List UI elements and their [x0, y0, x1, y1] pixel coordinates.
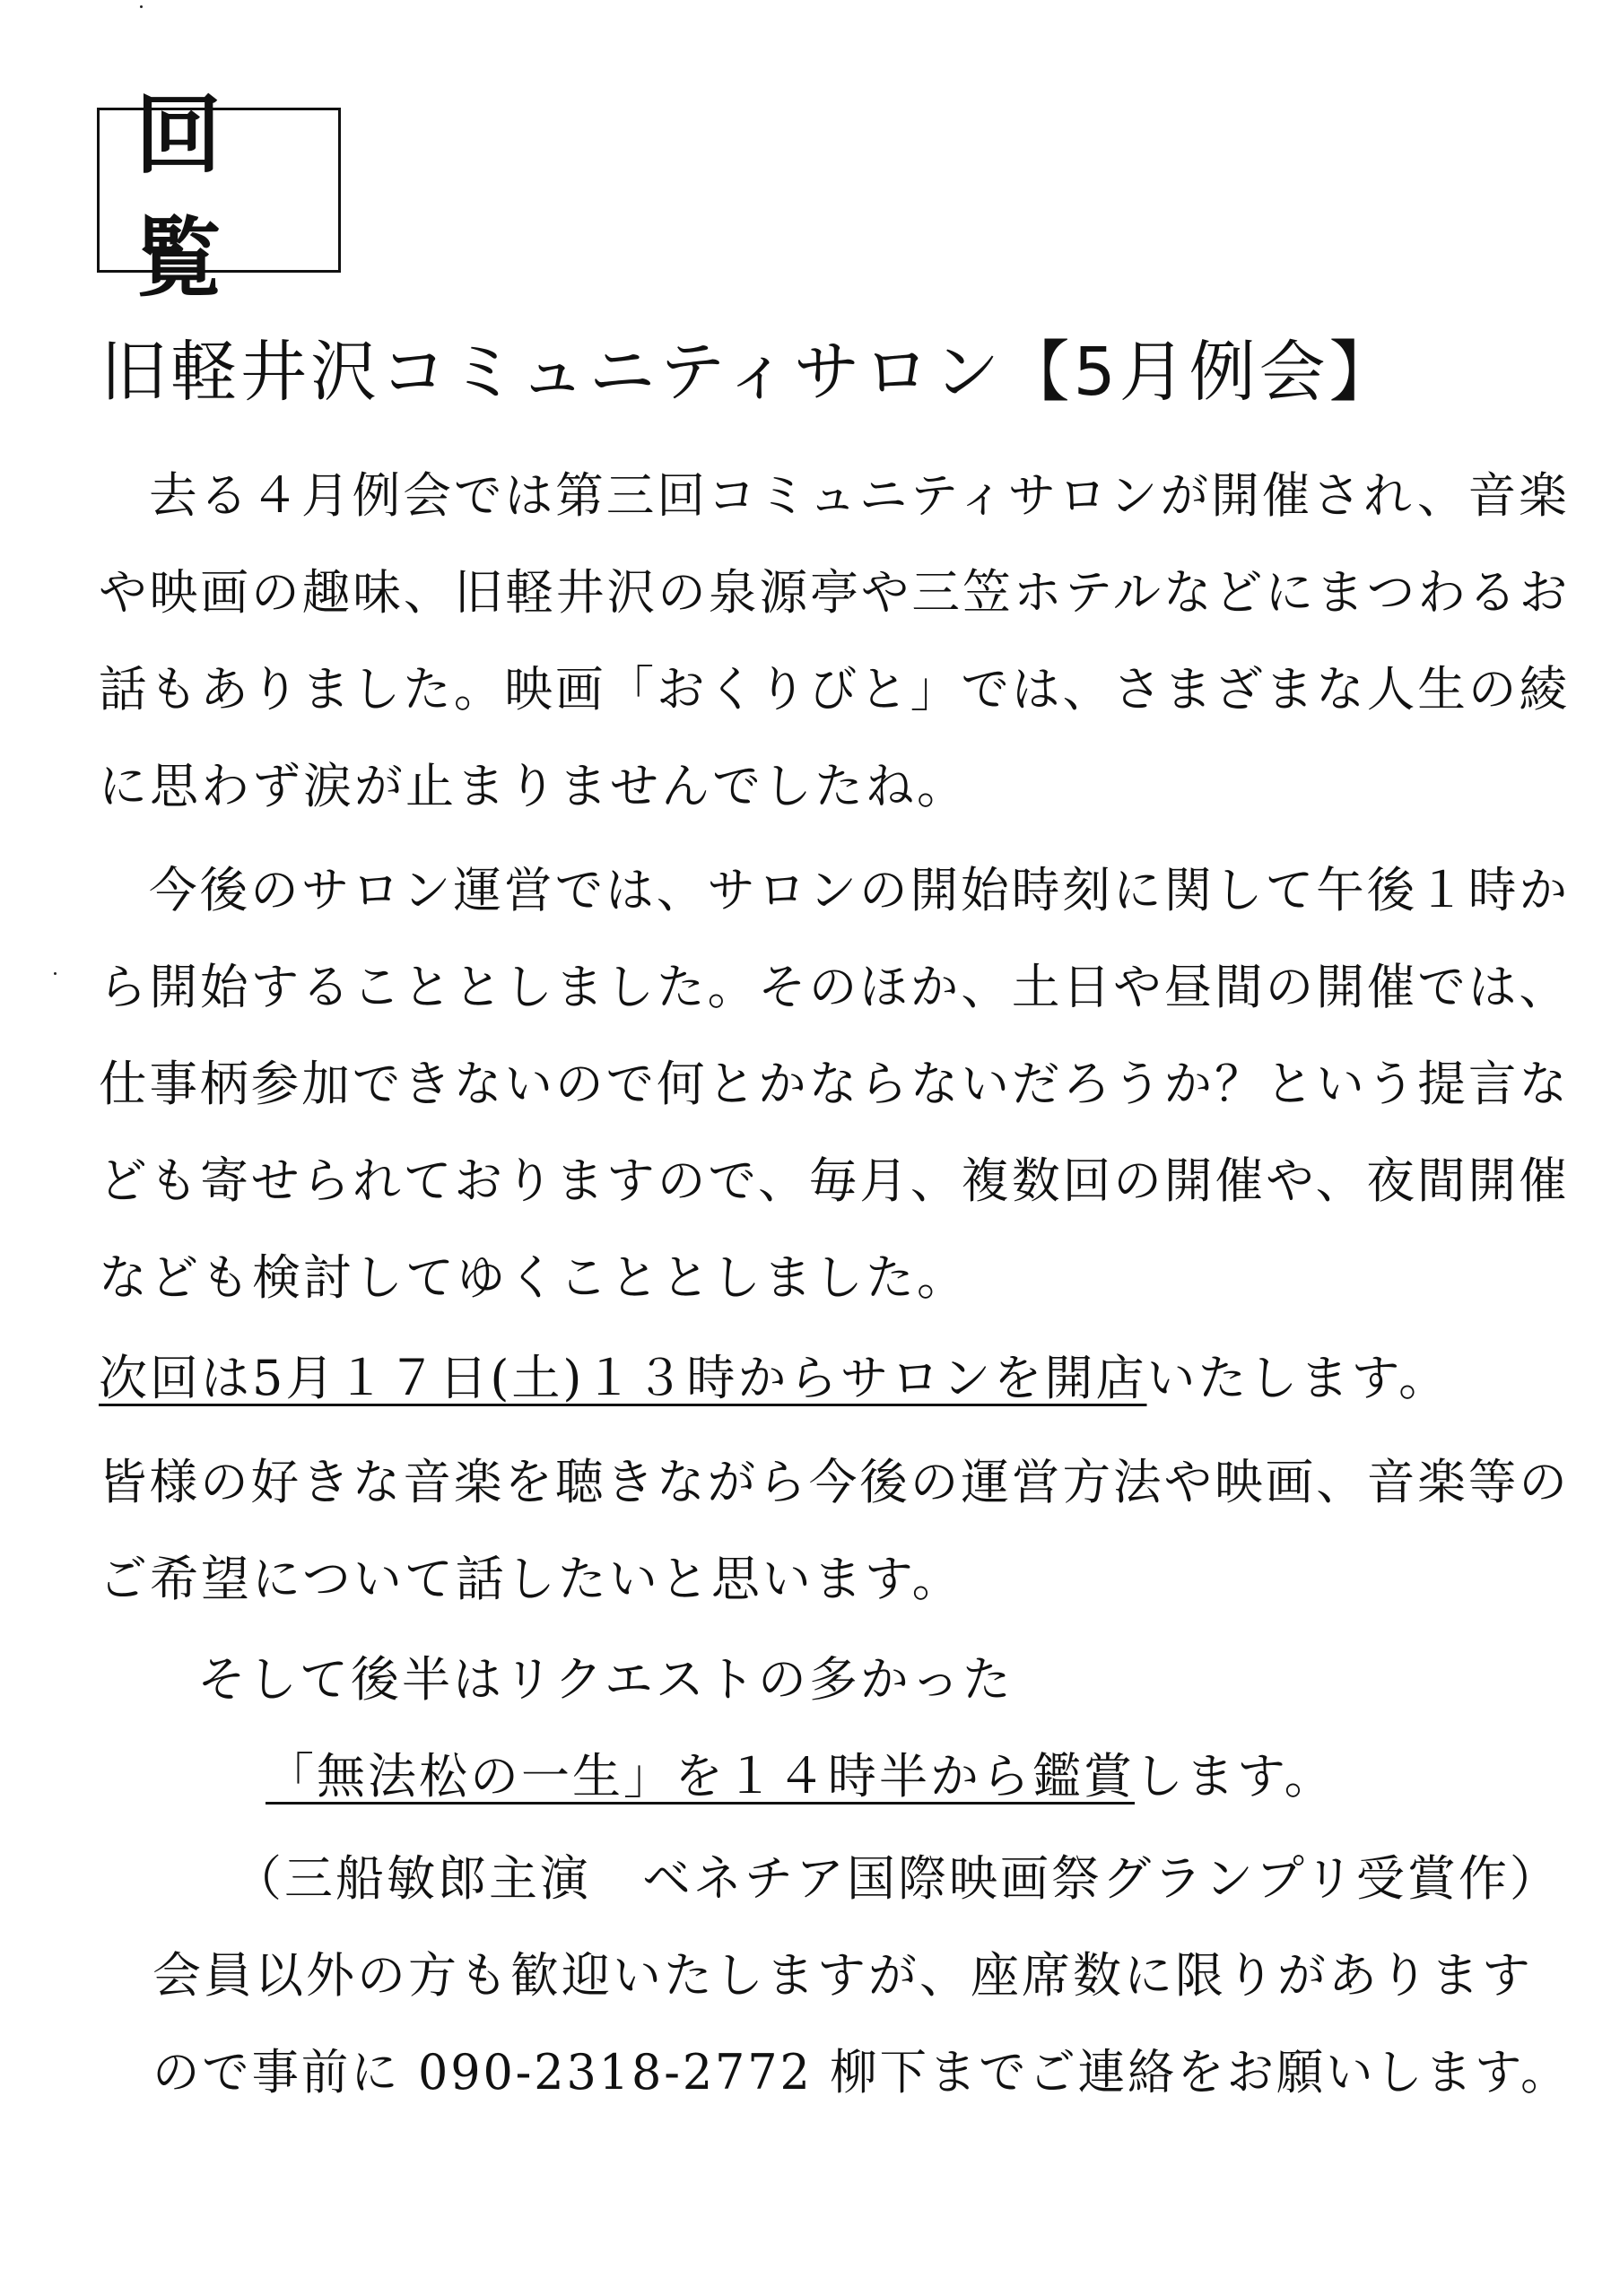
paragraph1-line: 去る４月例会では第三回コミュニティサロンが開催され、音楽	[149, 467, 1570, 524]
paragraph1-line: に思わず涙が止まりませんでしたね。	[99, 758, 968, 814]
circulation-stamp-box	[97, 85, 341, 309]
paragraph2-line: なども検討してゆくこととしました。	[99, 1249, 968, 1306]
paragraph2-line: 今後のサロン運営では、サロンの開始時刻に関して午後１時か	[149, 862, 1571, 918]
notice-title: 旧軽井沢コミュニティサロン【5月例会】	[100, 334, 1399, 411]
scan-speck	[140, 5, 143, 8]
closing-line: 会員以外の方も歓迎いたしますが、座席数に限りがあります	[152, 1947, 1533, 2004]
paragraph3-line: 皆様の好きな音楽を聴きながら今後の運営方法や映画、音楽等の	[99, 1454, 1570, 1510]
paragraph1-line: や映画の趣味、旧軽井沢の泉源亭や三笠ホテルなどにまつわるお	[99, 564, 1571, 621]
paragraph2-line: 仕事柄参加できないので何とかならないだろうか？という提言な	[99, 1056, 1570, 1112]
movie-note-line: （三船敏郎主演 ベネチア国際映画祭グランプリ受賞作）	[233, 1850, 1561, 1907]
movie-intro-line: そして後半はリクエストの多かった	[197, 1651, 1014, 1708]
movie-line	[266, 1738, 1336, 1807]
paragraph3-line: ご希望について話したいと思います。	[99, 1551, 963, 1607]
paragraph2-line: ども寄せられておりますので、毎月、複数回の開催や、夜間開催	[99, 1152, 1570, 1209]
paragraph1-line: 話もありました。映画「おくりびと」では、さまざまな人生の綾	[99, 661, 1570, 718]
paragraph2-line: ら開始することとしました。そのほか、土日や昼間の開催では、	[99, 959, 1570, 1015]
circulation-stamp-label: 回覧	[135, 85, 257, 309]
closing-line-contact: ので事前に 090-2318-2772 柳下までご連絡をお願いします。	[152, 2044, 1571, 2100]
next-meeting-rest: いたします。	[1146, 1350, 1450, 1406]
movie-title-time: 「無法松の一生」を１４時半から鑑賞	[266, 1748, 1135, 1805]
scan-speck	[54, 972, 57, 975]
movie-rest: します。	[1135, 1748, 1336, 1805]
next-meeting-date-time: 次回は5月１７日(土)１３時からサロンを開店	[99, 1350, 1147, 1406]
next-meeting-line	[99, 1340, 1450, 1409]
